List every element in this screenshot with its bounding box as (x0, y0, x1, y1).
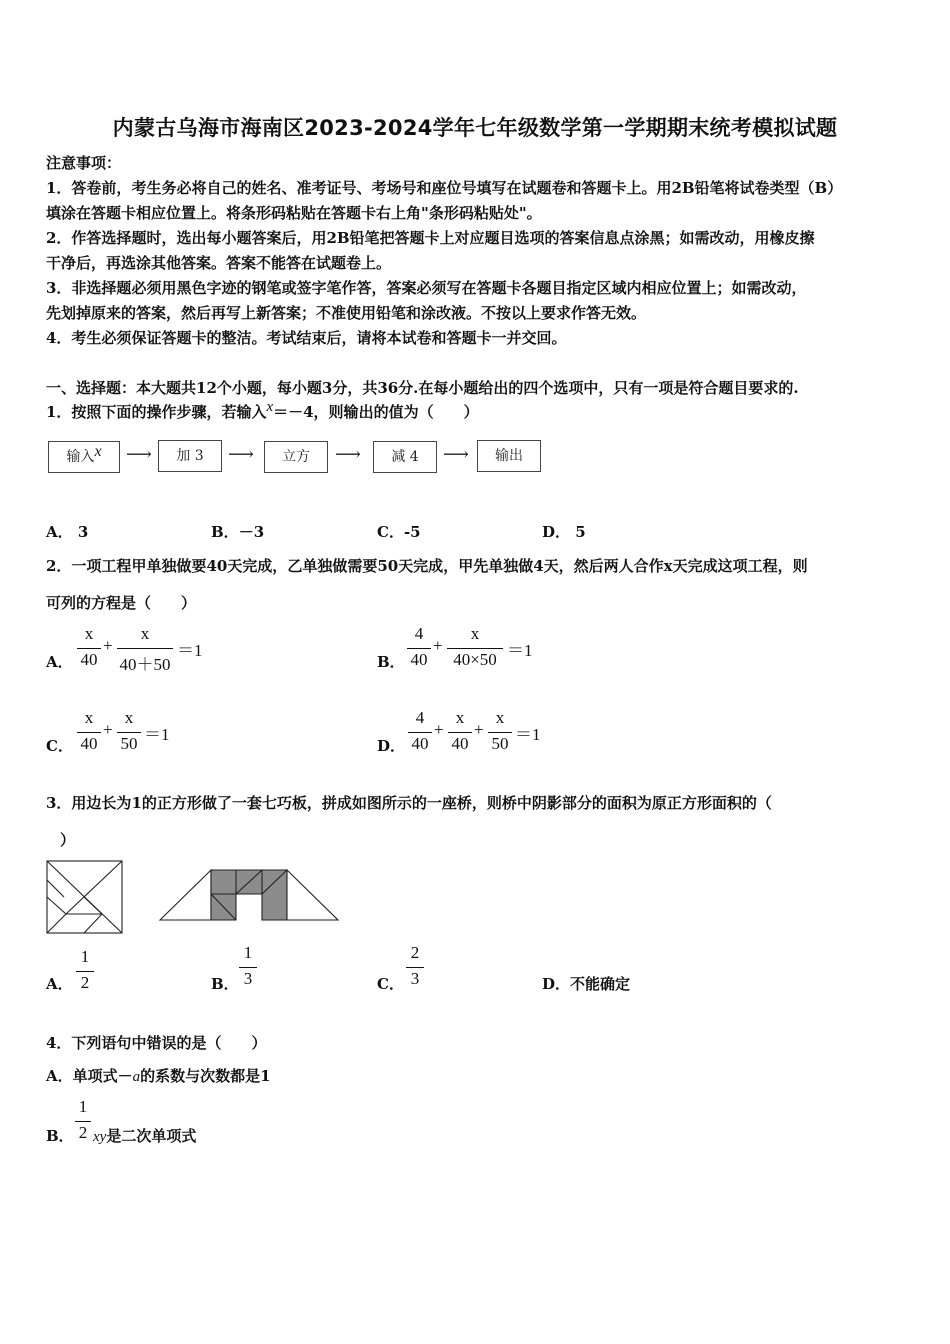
denominator: 40 (80, 734, 98, 753)
numerator: 2 (410, 943, 420, 962)
equals-one: ＝1 (177, 641, 203, 660)
flow-box-output: 输出 (477, 440, 541, 472)
q2-option-d-label: D． (377, 737, 406, 755)
bridge-shaded-region (211, 870, 287, 920)
fraction (76, 708, 102, 756)
option-label: B． (211, 523, 239, 541)
numerator: 4 (414, 624, 424, 643)
flow-box-input (48, 441, 120, 473)
fraction (407, 708, 433, 756)
flow-box-add: 加 3 (158, 440, 222, 472)
fraction (487, 708, 513, 756)
q1-option-c (377, 521, 421, 542)
tangram-edge (84, 914, 102, 933)
equals-one: ＝1 (515, 725, 541, 744)
option-text: 3 (77, 523, 89, 541)
denominator: 2 (78, 1123, 88, 1142)
numerator: x (84, 624, 94, 643)
equals-one: ＝1 (144, 725, 170, 744)
option-label: D． (542, 523, 571, 541)
fraction-bar (406, 967, 424, 968)
option-text: 5 (575, 523, 586, 541)
fraction-bar (408, 732, 432, 733)
notice-line: 4．考生必须保证答题卡的整洁。考试结束后，请将本试卷和答题卡一并交回。 (46, 329, 567, 347)
option-text: -5 (403, 523, 421, 541)
q2-option-a-label: A． (46, 653, 73, 671)
fraction-bar (77, 648, 101, 649)
numerator: x (140, 624, 150, 643)
denominator: 50 (491, 734, 509, 753)
fraction-bar (77, 732, 101, 733)
fraction (76, 624, 102, 672)
numerator: x (455, 708, 465, 727)
q3-stem: 3．用边长为1的正方形做了一套七巧板，拼成如图所示的一座桥，则桥中阴影部分的面积为原正方形面积的（ (46, 794, 772, 812)
denominator: 40 (451, 734, 469, 753)
fraction-bar (117, 732, 141, 733)
fraction (116, 708, 142, 756)
denominator: 40＋50 (119, 655, 171, 674)
notice-line: 干净后，再选涂其他答案。答案不能答在试题卷上。 (46, 254, 392, 272)
option-var: a (132, 1069, 141, 1085)
flow-box-subtract: 减 4 (373, 441, 437, 473)
option-text: 的系数与次数都是1 (140, 1067, 271, 1085)
tangram-edge (47, 914, 66, 933)
right-arrow-icon: ⟶ (228, 444, 254, 465)
plus-sign: + (474, 720, 484, 739)
tangram-edge (47, 897, 66, 914)
numerator: 1 (78, 1097, 88, 1116)
notice-line: 先划掉原来的答案，然后再写上新答案；不准使用铅笔和涂改液。不按以上要求作答无效。 (46, 304, 647, 322)
fraction-bar (239, 967, 257, 968)
q1-stem-text: ＝－4，则输出的值为（ ） (273, 403, 479, 421)
q2-option-b-label: B． (377, 653, 405, 671)
q3-option-c-label: C． (377, 975, 404, 993)
q3-option-a-label: A． (46, 975, 73, 993)
fraction (73, 1097, 93, 1145)
q3-option-b-label: B． (211, 975, 239, 993)
fraction (237, 943, 259, 991)
q4-option-a (46, 1065, 271, 1086)
plus-sign: + (103, 720, 113, 739)
fraction-bar (76, 971, 94, 972)
tangram-square-figure (46, 860, 124, 934)
numerator: x (470, 624, 480, 643)
option-text: －3 (238, 523, 265, 541)
q4-stem: 4．下列语句中错误的是（ ） (46, 1034, 267, 1052)
notice-line: 1．答卷前，考生务必将自己的姓名、准考证号、考场号和座位号填写在试题卷和答题卡上。用2B铅笔将试卷类型（B） (46, 179, 843, 197)
notice-line: 2．作答选择题时，选出每小题答案后，用2B铅笔把答题卡上对应题目选项的答案信息点涂黑；如需改动，用橡皮擦 (46, 229, 815, 247)
bridge-left-triangle (160, 870, 211, 920)
fraction (446, 624, 504, 672)
option-text: 单项式－ (72, 1067, 133, 1085)
fraction (406, 624, 432, 672)
numerator: 1 (80, 947, 90, 966)
q1-option-b (211, 521, 264, 542)
q1-option-d (542, 521, 586, 542)
option-label: C． (377, 523, 404, 541)
denominator: 40 (411, 734, 429, 753)
q3-stem: ） (60, 831, 76, 849)
denominator: 40 (80, 650, 98, 669)
notice-heading: 注意事项： (46, 154, 122, 172)
tangram-edge (84, 897, 102, 914)
fraction-bar (448, 732, 472, 733)
numerator: x (495, 708, 505, 727)
q4-option-b-text (93, 1125, 196, 1146)
denominator: 50 (120, 734, 138, 753)
right-arrow-icon: ⟶ (443, 444, 469, 465)
q1-stem-text: 1．按照下面的操作步骤，若输入 (46, 403, 267, 421)
notice-line: 填涂在答题卡相应位置上。将条形码粘贴在答题卡右上角"条形码粘贴处"。 (46, 204, 542, 222)
option-text: 是二次单项式 (106, 1127, 197, 1145)
fraction (74, 947, 96, 995)
right-arrow-icon: ⟶ (335, 444, 361, 465)
fraction (116, 624, 174, 672)
fraction-bar (447, 648, 503, 649)
q2-stem: 可列的方程是（ ） (46, 594, 197, 612)
right-arrow-icon: ⟶ (126, 444, 152, 465)
fraction-bar (117, 648, 173, 649)
notice-line: 3．非选择题必须用黑色字迹的钢笔或签字笔作答，答案必须写在答题卡各题目指定区域内相应位置上；如需改动， (46, 279, 807, 297)
numerator: 4 (415, 708, 425, 727)
q2-option-c-label: C． (46, 737, 73, 755)
fraction (404, 943, 426, 991)
plus-sign: + (434, 720, 444, 739)
q1-stem (46, 401, 479, 422)
option-label: A． (46, 523, 73, 541)
q4-option-b-label: B． (46, 1127, 74, 1145)
numerator: 1 (243, 943, 253, 962)
q2-stem: 2．一项工程甲单独做要40天完成，乙单独做需要50天完成，甲先单独做4天，然后两人合作x天完成这项工程，则 (46, 557, 808, 575)
equals-one: ＝1 (507, 641, 533, 660)
option-text: 不能确定 (570, 975, 631, 993)
plus-sign: + (103, 636, 113, 655)
page-title: 内蒙古乌海市海南区2023-2024学年七年级数学第一学期期末统考模拟试题 (112, 116, 838, 140)
fraction-bar (75, 1121, 91, 1122)
flow-var: x (94, 443, 102, 460)
plus-sign: + (433, 636, 443, 655)
tangram-bridge-figure (158, 866, 340, 922)
q3-option-d (542, 973, 630, 994)
bridge-right-triangle (287, 870, 338, 920)
denominator: 3 (243, 969, 253, 988)
option-label: D． (542, 975, 571, 993)
numerator: x (84, 708, 94, 727)
fraction (447, 708, 473, 756)
section-heading: 一、选择题：本大题共12个小题，每小题3分，共36分.在每小题给出的四个选项中，只有一项是符合题目要求的. (46, 379, 799, 397)
numerator: x (124, 708, 134, 727)
denominator: 3 (410, 969, 420, 988)
option-label: A． (46, 1067, 73, 1085)
flow-box-cube: 立方 (264, 441, 328, 473)
option-var: xy (93, 1129, 107, 1145)
denominator: 2 (80, 973, 90, 992)
denominator: 40×50 (453, 650, 497, 669)
denominator: 40 (410, 650, 428, 669)
flow-label: 输入 (66, 449, 95, 465)
fraction-bar (407, 648, 431, 649)
q1-option-a (46, 521, 88, 542)
q1-var: x (266, 399, 274, 415)
tangram-edge (47, 880, 64, 897)
fraction-bar (488, 732, 512, 733)
